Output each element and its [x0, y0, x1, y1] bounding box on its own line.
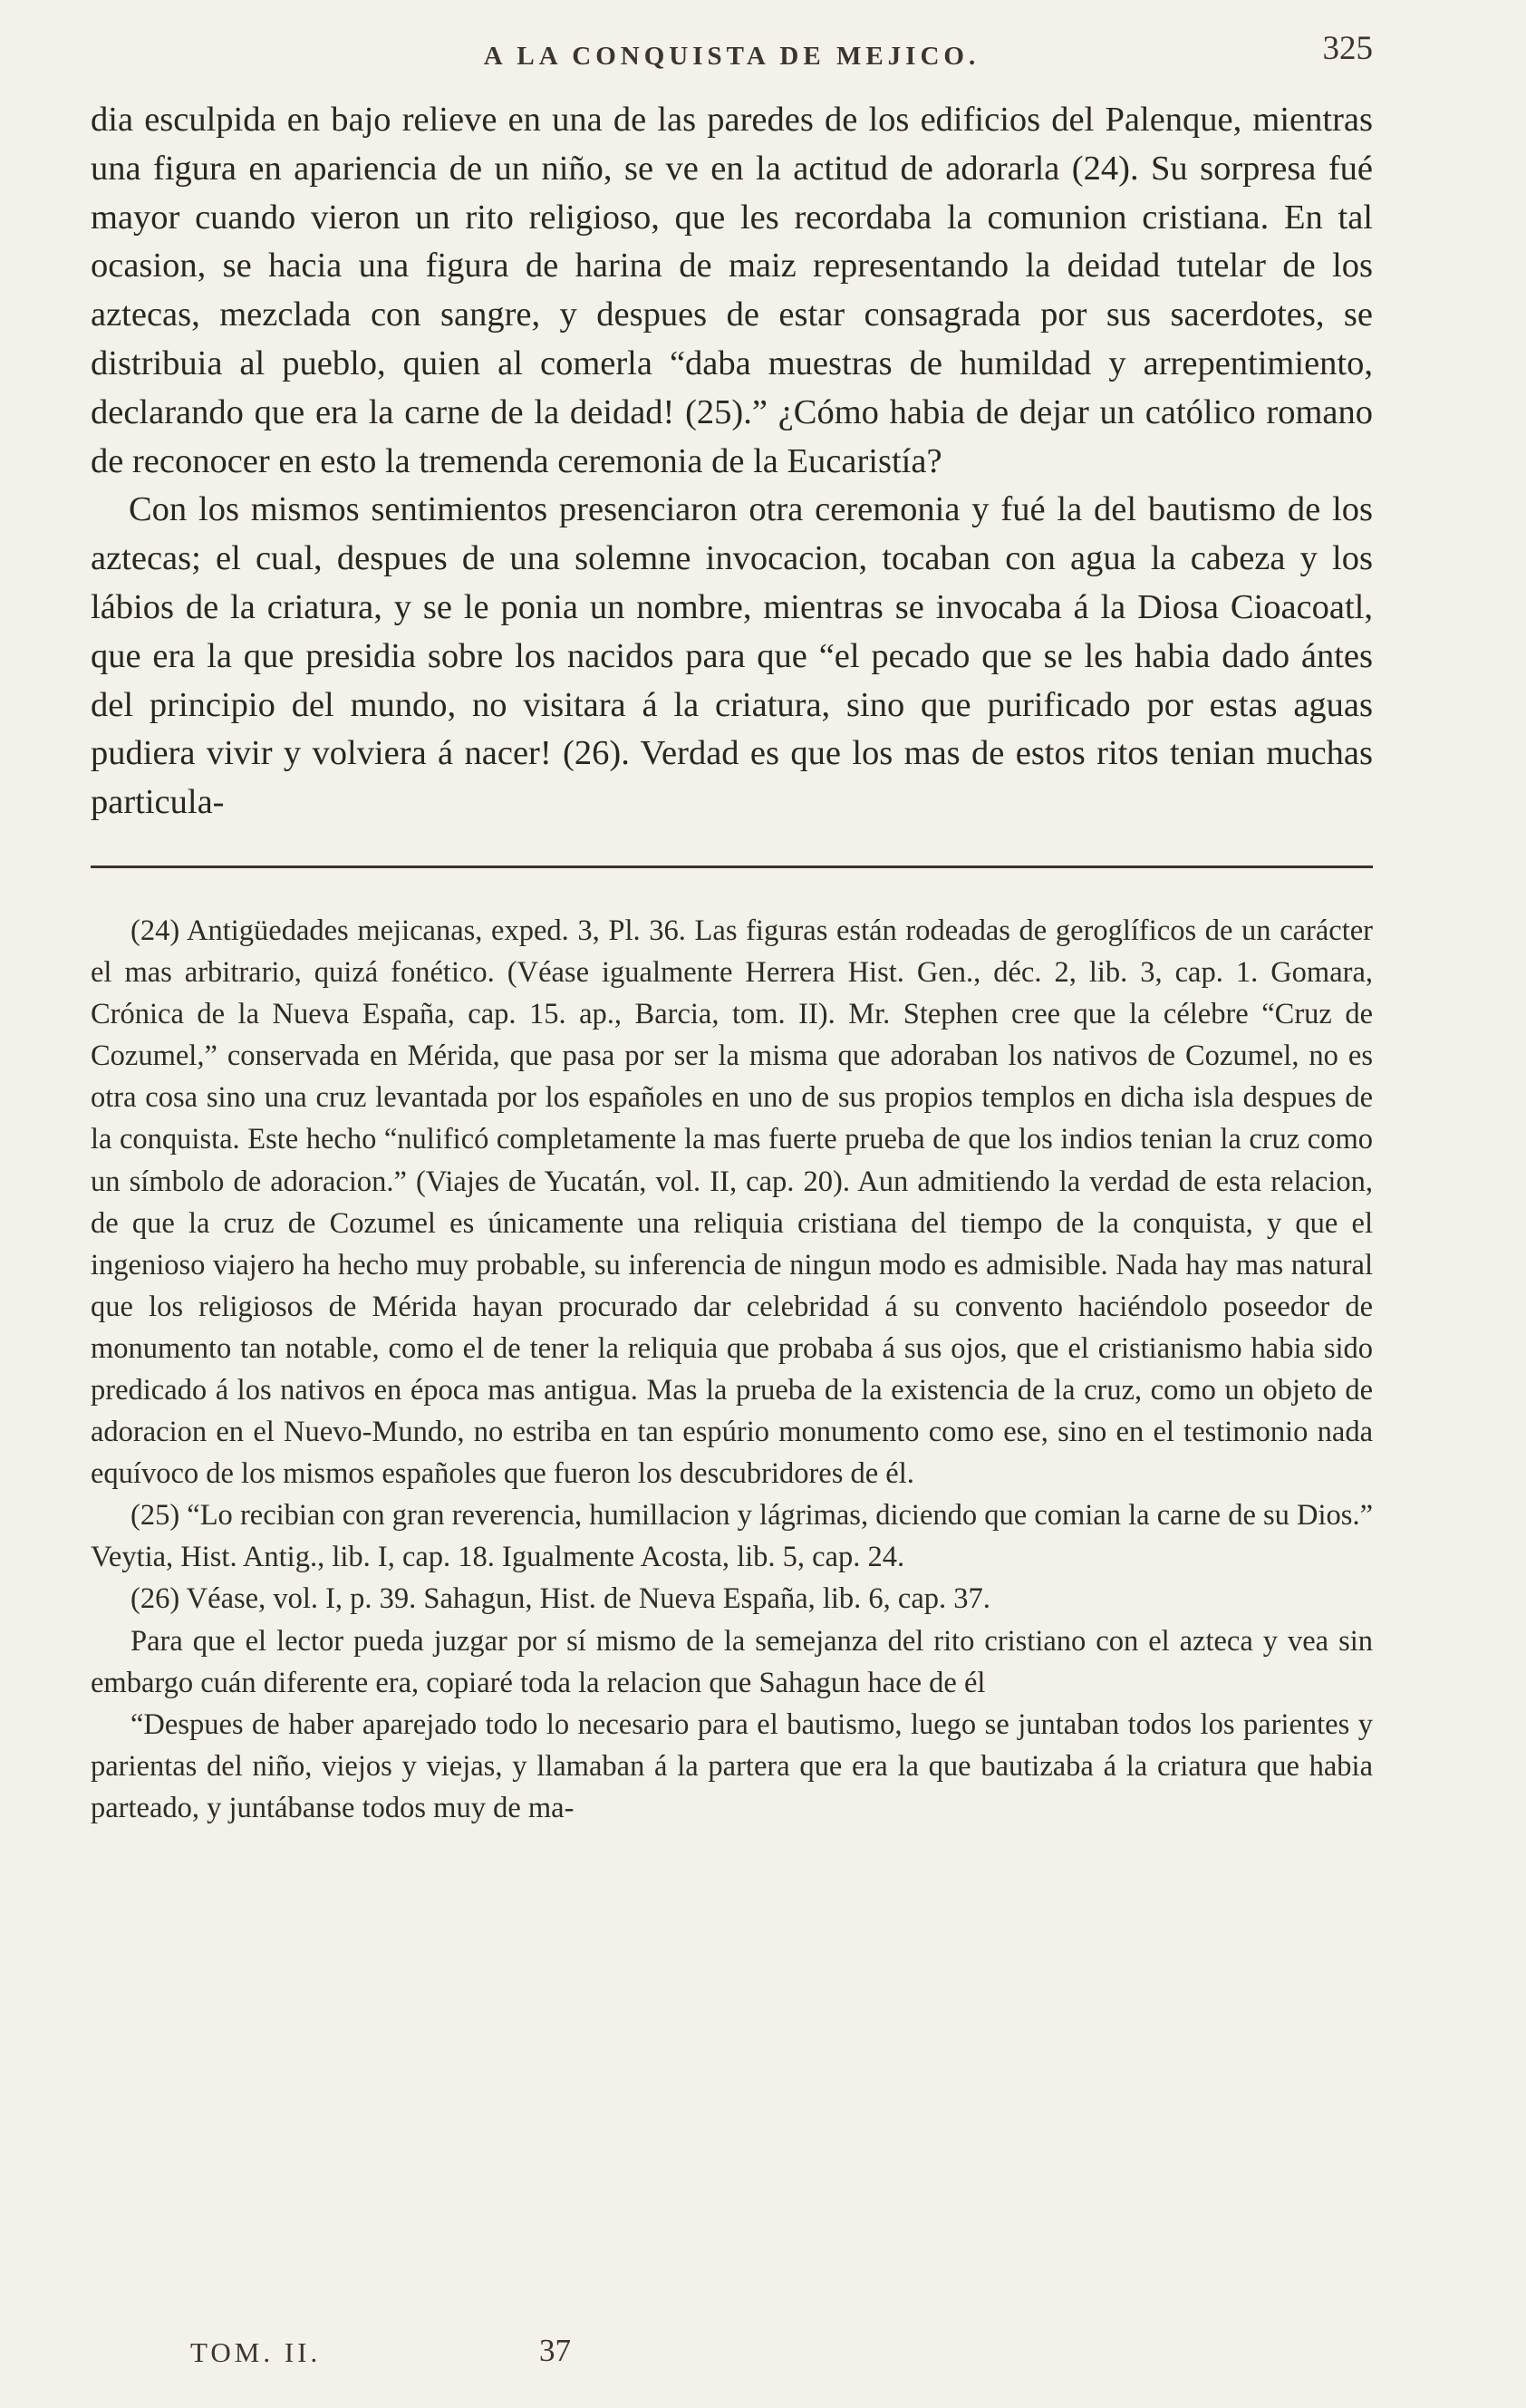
footnotes [91, 910, 1373, 1829]
footnote-24: (24) Antigüedades mejicanas, exped. 3, Pl. 36. Las figuras están rodeadas de geroglíficos de un carácter el mas arbitrario, quizá fonético. (Véase igualmente Herrera Hist. Gen., déc. 2, lib. 3, cap. 1. Gomara, Crónica de la Nueva España, cap. 15. ap., Barcia, tom. II). Mr. Stephen cree que la célebre “Cruz de Cozumel,” conservada en Mérida, que pasa por ser la misma que adoraban los nativos de Cozumel, no es otra cosa sino una cruz levantada por los españoles en uno de sus propios templos en dicha isla despues de la conquista. Este hecho “nulificó completamente la mas fuerte prueba de que los indios tenian la cruz como un símbolo de adoracion.” (Viajes de Yucatán, vol. II, cap. 20). Aun admitiendo la verdad de esta relacion, de que la cruz de Cozumel es únicamente una reliquia cristiana del tiempo de la conquista, y que el ingenioso viajero ha hecho muy probable, su inferencia de ningun modo es admisible. Nada hay mas natural que los religiosos de Mérida hayan procurado dar celebridad á su convento haciéndolo poseedor de monumento tan notable, como el de tener la reliquia que probaba á sus ojos, que el cristianismo habia sido predicado á los nativos en época mas antigua. Mas la prueba de la existencia de la cruz, como un objeto de adoracion en el Nuevo-Mundo, no estriba en tan espúrio monumento como ese, sino en el testimonio nada equívoco de los mismos españoles que fueron los descubridores de él. [91, 914, 1373, 1491]
main-text [91, 96, 1373, 827]
page-footer [91, 2333, 1373, 2382]
footnote-divider [91, 866, 1373, 868]
footnote-26: (26) Véase, vol. I, p. 39. Sahagun, Hist. de Nueva España, lib. 6, cap. 37. [130, 1582, 990, 1616]
paragraph-2: Con los mismos sentimientos presenciaron otra ceremonia y fué la del bautismo de los aztecas; el cual, despues de una solemne invocacion, tocaban con agua la cabeza y los lábios de la criatura, y se le ponia un nombre, mientras se invocaba á la Diosa Cioacoatl, que era la que presidia sobre los nacidos para que “el pecado que se les habia dado ántes del principio del mundo, no visitara á la criatura, sino que purificado por estas aguas pudiera vivir y volviera á nacer! (26). Verdad es que los mas de estos ritos tenian muchas particula- [91, 490, 1373, 822]
footnote-26-quotation: “Despues de haber aparejado todo lo necesario para el bautismo, luego se juntaban todos los parientes y parientas del niño, viejos y viejas, y llamaban á la partera que era la que bautizaba á la criatura que habia parteado, y juntábanse todos muy de ma- [91, 1707, 1373, 1824]
volume-signature: TOM. II. [190, 2336, 322, 2368]
footnote-25: (25) “Lo recibian con gran reverencia, humillacion y lágrimas, diciendo que comian la carne de su Dios.” Veytia, Hist. Antig., lib. I, cap. 18. Igualmente Acosta, lib. 5, cap. 24. [91, 1499, 1373, 1574]
paragraph-1: dia esculpida en bajo relieve en una de las paredes de los edificios del Palenque, mientras una figura en apariencia de un niño, se ve en la actitud de adorarla (24). Su sorpresa fué mayor cuando vieron un rito religioso, que les recordaba la comunion cristiana. En tal ocasion, se hacia una figura de harina de maiz representando la deidad tutelar de los aztecas, mezclada con sangre, y despues de estar consagrada por sus sacerdotes, se distribuia al pueblo, quien al comerla “daba muestras de humildad y arrepentimiento, declarando que era la carne de la deidad! (25).” ¿Cómo habia de dejar un católico romano de reconocer en esto la tremenda ceremonia de la Eucaristía? [91, 101, 1373, 480]
book-page [91, 25, 1373, 2382]
footnote-26-continuation: Para que el lector pueda juzgar por sí mismo de la semejanza del rito cristiano con el azteca y vea sin embargo cuán diferente era, copiaré toda la relacion que Sahagun hace de él [91, 1624, 1373, 1699]
page-number: 325 [1322, 30, 1373, 67]
running-title: A LA CONQUISTA DE MEJICO. [483, 42, 980, 71]
gathering-mark: 37 [539, 2333, 571, 2368]
running-head [91, 25, 1373, 80]
